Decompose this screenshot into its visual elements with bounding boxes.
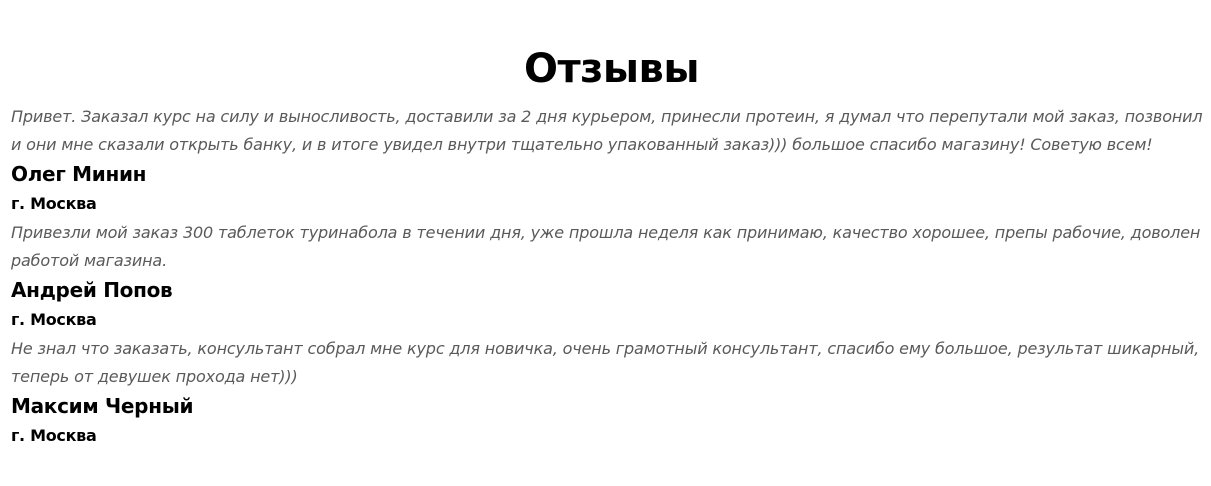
review-item (11, 335, 1206, 451)
review-item (11, 103, 1206, 219)
review-city: г. Москва (11, 310, 97, 329)
review-text: Не знал что заказать, консультант собрал мне курс для новичка, очень грамотный консультант, спасибо ему большое, результат шикарный, теперь от девушек прохода нет))) (11, 339, 1200, 386)
review-city: г. Москва (11, 194, 97, 213)
review-author: Андрей Попов (11, 278, 173, 302)
review-author: Олег Минин (11, 162, 147, 186)
review-city: г. Москва (11, 426, 97, 445)
reviews-list (11, 103, 1206, 451)
review-item (11, 219, 1206, 335)
review-text: Привет. Заказал курс на силу и выносливость, доставили за 2 дня курьером, принесли протеин, я думал что перепутали мой заказ, позвонил и они мне сказали открыть банку, и в итоге увидел внутри тщательно упакованный заказ))) большое спасибо магазину! Советую всем! (11, 107, 1203, 154)
page-title: Отзывы (523, 45, 700, 92)
review-text: Привезли мой заказ 300 таблеток туринабола в течении дня, уже прошла неделя как принимаю, качество хорошее, препы рабочие, доволен работой магазина. (11, 223, 1201, 270)
review-author: Максим Черный (11, 394, 194, 418)
